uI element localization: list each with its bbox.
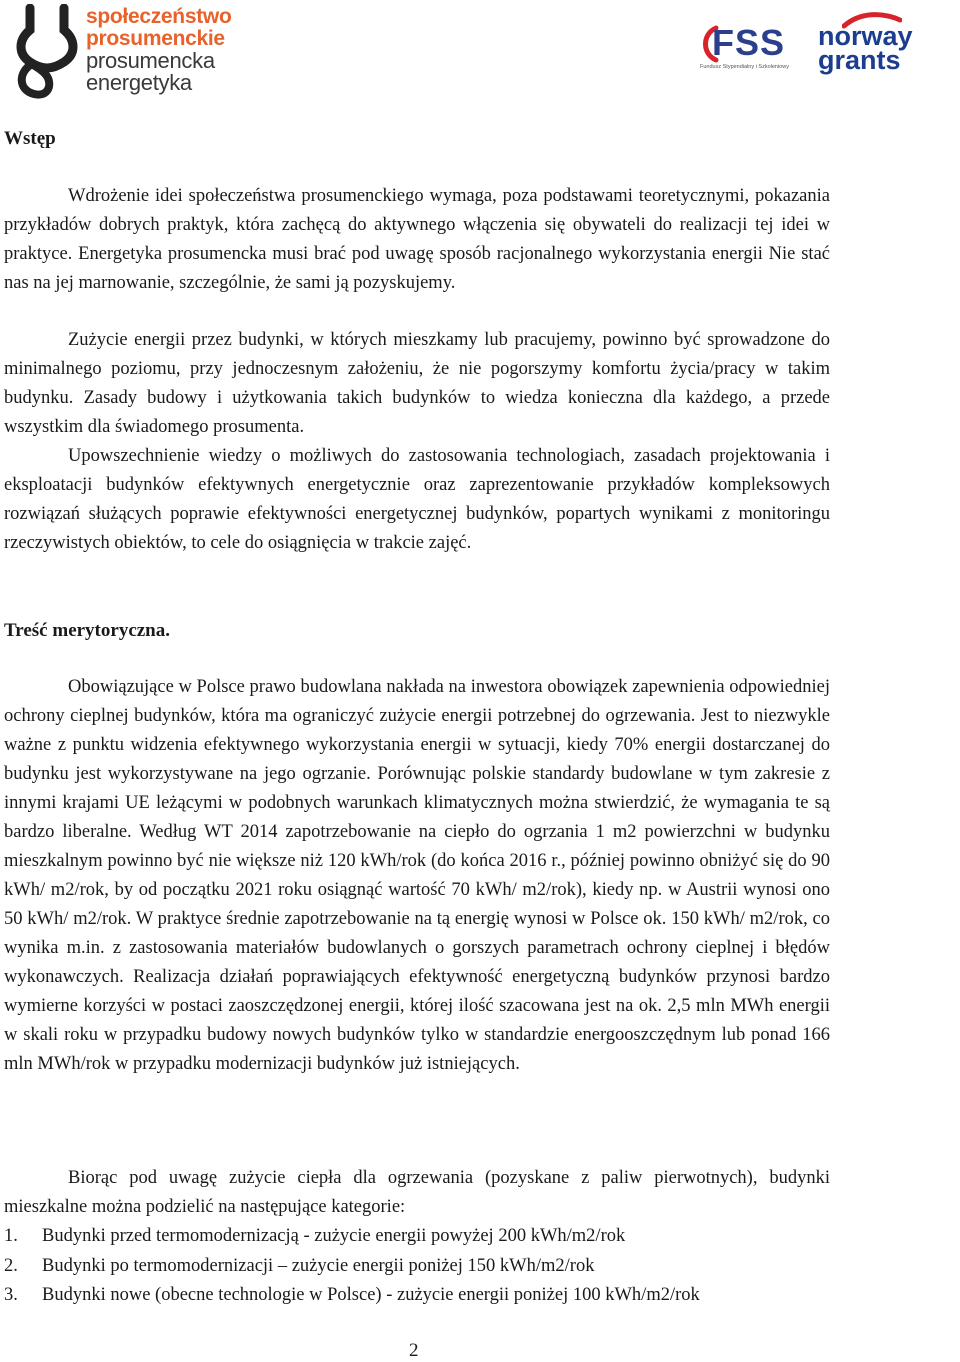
intro-paragraph-1: Wdrożenie idei społeczeństwa prosumenckiego wymaga, poza podstawami teoretycznymi, pokazania przykładów dobrych praktyk, która zachęcą do aktywnego włączenia się obywateli do realizacji tej idei w praktyce. Energetyka prosumencka musi brać pod uwagę sposób racjonalnego wykorzystania energii Nie stać nas na jej marnowanie, szczególnie, że sami ją pozyskujemy.	[4, 186, 830, 293]
fss-logo-subtitle: Fundusz Stypendialny i Szkoleniowy	[700, 64, 789, 70]
content-paragraph-2: Biorąc pod uwagę zużycie ciepła dla ogrzewania (pozyskane z paliw pierwotnych), budynki mieszkalne można podzielić na następujące kategorie:	[4, 1168, 830, 1217]
norway-logo-line-1: norway	[818, 21, 913, 51]
intro-paragraph-3: Upowszechnienie wiedzy o możliwych do zastosowania technologiach, zasadach projektowania i eksploatacji budynków efektywnych energetycznie oraz zaprezentowanie przykładów kompleksowych rozwiązań służących poprawie efektywności energetycznej budynków, popartych wynikami z monitoringu rzeczywistych obiektów, to cele do osiągnięcia w trakcie zajęć.	[4, 446, 830, 553]
norway-logo-line-2: grants	[818, 45, 901, 75]
list-item-number: 3.	[4, 1285, 18, 1305]
list-item-text: Budynki przed termomodernizacją - zużycie energii powyżej 200 kWh/m2/rok	[42, 1226, 626, 1246]
fss-logo-text: FSS	[712, 22, 786, 63]
plug-logo-icon	[12, 4, 82, 100]
list-item	[4, 1222, 904, 1252]
logo-line-2: prosumenckie	[86, 27, 225, 50]
intro-paragraph-2: Zużycie energii przez budynki, w których mieszkamy lub pracujemy, powinno być sprowadzone do minimalnego poziomu, przy jednoczesnym założeniu, że nie pogorszymy komfortu życia/pracy w takim budynku. Zasady budowy i użytkowania takich budynków to wiedza konieczna dla każdego, a przede wszystkim dla świadomego prosumenta.	[4, 330, 830, 437]
logo-line-3: prosumencka	[86, 48, 215, 73]
list-item	[4, 1252, 904, 1282]
content-heading: Treść merytoryczna.	[4, 620, 170, 641]
spoleczenstwo-prosumenckie-logo	[12, 4, 252, 100]
norway-grants-logo	[812, 10, 952, 90]
list-item	[4, 1281, 904, 1311]
fss-logo	[700, 22, 810, 78]
page-number: 2	[409, 1340, 419, 1361]
content-paragraph-1: Obowiązujące w Polsce prawo budowlana nakłada na inwestora obowiązek zapewnienia odpowiedniej ochrony cieplnej budynków, która ma ograniczyć zużycie energii potrzebnej do ogrzewania. Jest to niezwykle ważne z punktu widzenia efektywnego wykorzystania energii w sytuacji, kiedy 70% energii dostarczanej do budynku jest wykorzystywane na jego ogrzanie. Porównując polskie standardy budowlane w tym zakresie z innymi krajami UE leżącymi w podobnych warunkach klimatycznych można stwierdzić, że wymagania te są bardzo liberalne. Według WT 2014 zapotrzebowanie na ciepło do ogrzania 1 m2 powierzchni w budynku mieszkalnym powinno być nie większe niż 120 kWh/rok (do końca 2016 r., później powinno obniżyć się do 90 kWh/ m2/rok, by od początku 2021 roku osiągnąć wartość 70 kWh/ m2/rok), kiedy np. w Austrii wynosi ono 50 kWh/ m2/rok. W praktyce średnie zapotrzebowanie na tą energię wynosi w Polsce ok. 150 kWh/ m2/rok, co wynika m.in. z zastosowania materiałów budowlanych o gorszych parametrach ochrony cieplnej i błędów wykonawczych. Realizacja działań poprawiających efektywność energetyczną budynków przynosi bardzo wymierne korzyści w postaci zaoszczędzonej energii, której ilość szacowana jest na ok. 2,5 mln MWh energii w skali roku w przypadku budowy nowych budynków tylko w standardzie energooszczędnym lub ponad 166 mln MWh/rok w przypadku modernizacji budynków już istniejących.	[4, 677, 830, 1074]
list-item-text: Budynki po termomodernizacji – zużycie energii poniżej 150 kWh/m2/rok	[42, 1255, 595, 1276]
building-categories-list	[4, 1222, 904, 1311]
list-item-text: Budynki nowe (obecne technologie w Polsce) - zużycie energii poniżej 100 kWh/m2/rok	[42, 1285, 700, 1305]
intro-heading: Wstęp	[4, 128, 56, 149]
list-item-number: 1.	[4, 1226, 18, 1246]
logo-line-4: energetyka	[86, 70, 192, 95]
logo-line-1: społeczeństwo	[86, 5, 232, 28]
list-item-number: 2.	[4, 1255, 18, 1276]
